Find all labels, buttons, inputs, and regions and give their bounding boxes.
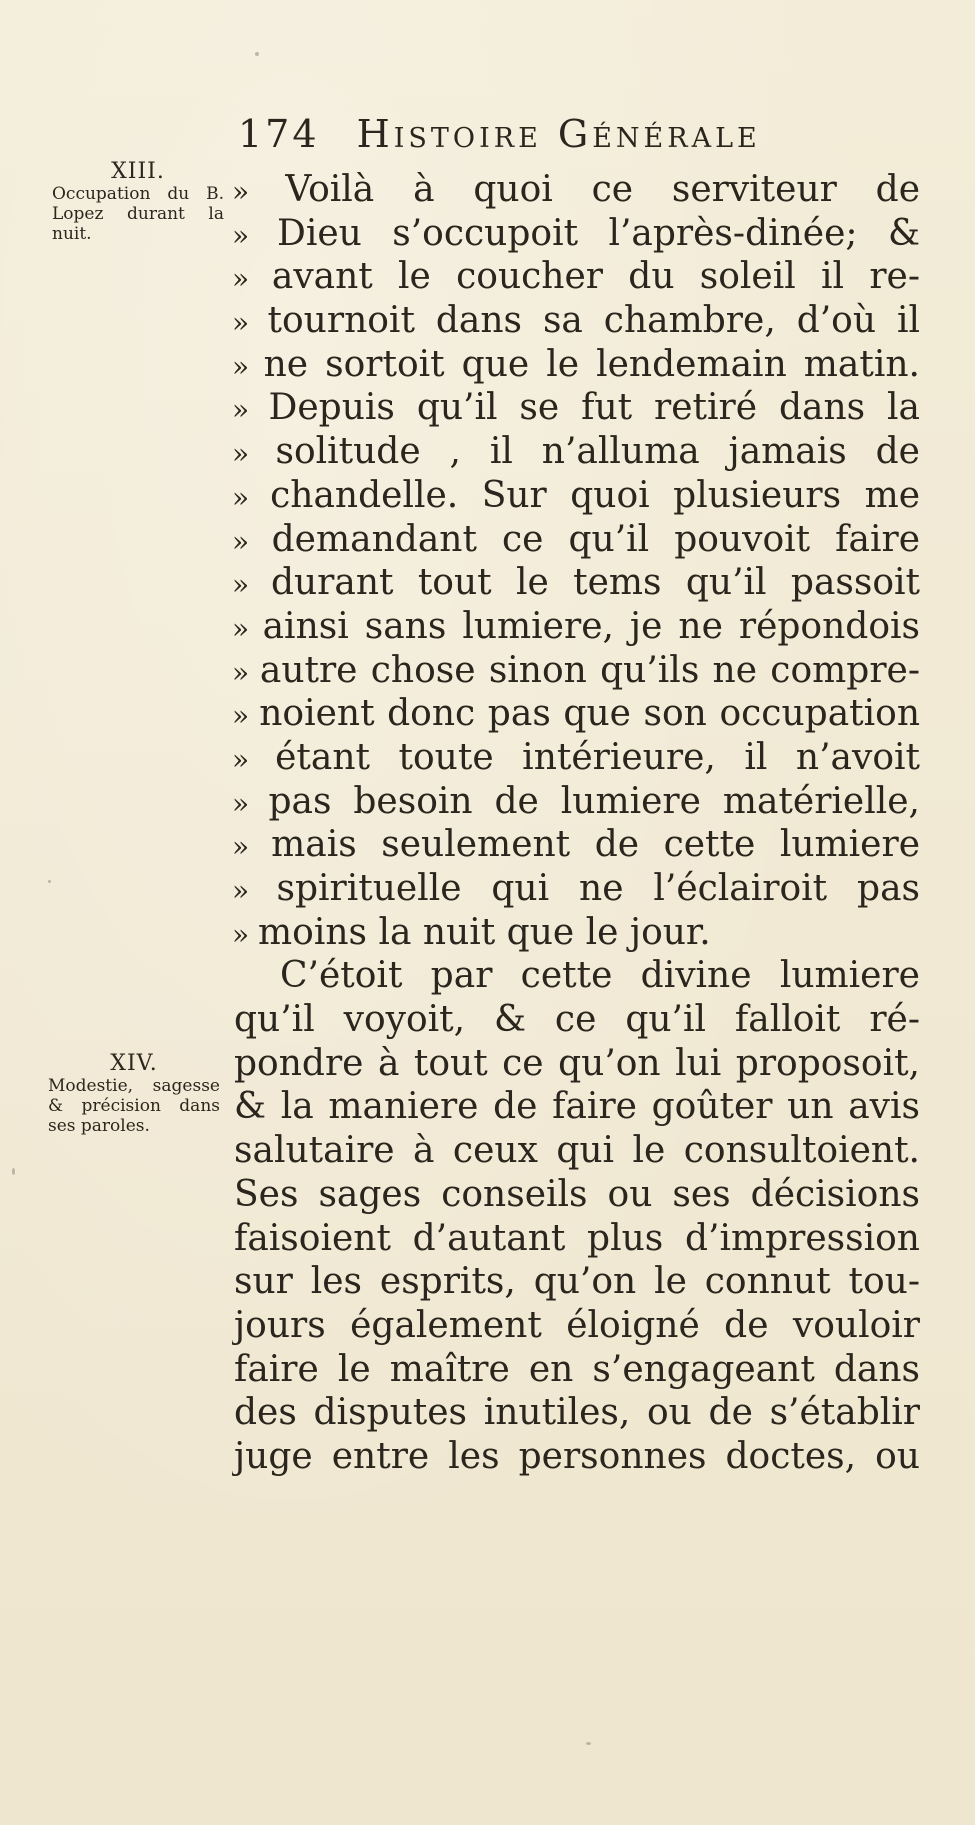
text-line: » étant toute intérieure, il n’avoit <box>232 736 920 780</box>
text-line: » demandant ce qu’il pouvoit faire <box>232 518 920 562</box>
text-line: » pas besoin de lumiere matérielle, <box>232 780 920 824</box>
margin-note-text: Modestie, sagesse & précision dans ses paroles. <box>48 1076 220 1136</box>
text-line: pondre à tout ce qu’on lui proposoit, <box>234 1042 920 1084</box>
text-line: » mais seulement de cette lumiere <box>232 823 920 867</box>
text-line: » Dieu s’occupoit l’après-dinée; & <box>232 212 920 256</box>
margin-note-xiii <box>52 160 224 244</box>
text-line: juge entre les personnes doctes, ou <box>234 1435 920 1477</box>
text-line: faisoient d’autant plus d’impression <box>234 1217 920 1259</box>
text-line: C’étoit par cette divine lumiere <box>280 955 920 997</box>
paper-speck <box>48 880 51 883</box>
paper-speck <box>586 1742 591 1745</box>
page-header <box>238 112 918 164</box>
text-line: » avant le coucher du soleil il re- <box>232 255 920 299</box>
margin-note-numeral: XIV. <box>110 1051 158 1076</box>
paper-speck <box>255 52 259 56</box>
text-line: » noient donc pas que son occupation <box>232 692 920 736</box>
text-line: » chandelle. Sur quoi plusieurs me <box>232 474 920 518</box>
text-line: qu’il voyoit, & ce qu’il falloit ré- <box>234 999 920 1041</box>
text-line: » Depuis qu’il se fut retiré dans la <box>232 386 920 430</box>
body-text <box>232 168 920 1479</box>
text-line: » tournoit dans sa chambre, d’où il <box>232 299 920 343</box>
text-line: Ses sages conseils ou ses décisions <box>234 1173 920 1215</box>
margin-note-numeral: XIII. <box>111 159 165 184</box>
running-head: Histoire Générale <box>356 112 761 156</box>
text-line: » autre chose sinon qu’ils ne compre- <box>232 649 920 693</box>
text-line: & la maniere de faire goûter un avis <box>234 1086 920 1128</box>
margin-note-xiv <box>48 1052 220 1136</box>
text-line: sur les esprits, qu’on le connut tou- <box>234 1261 920 1303</box>
text-line: faire le maître en s’engageant dans <box>234 1348 920 1390</box>
text-line: des disputes inutiles, ou de s’établir <box>234 1392 920 1434</box>
text-line: » Voilà à quoi ce serviteur de <box>232 168 920 212</box>
margin-note-text: Occupation du B. Lopez durant la nuit. <box>52 184 224 244</box>
text-line: » ne sortoit que le lendemain matin. <box>232 343 920 387</box>
text-line: salutaire à ceux qui le consultoient. <box>234 1130 920 1172</box>
text-line: jours également éloigné de vouloir <box>234 1304 920 1346</box>
text-line: » ainsi sans lumiere, je ne répondois <box>232 605 920 649</box>
text-line: » durant tout le tems qu’il passoit <box>232 561 920 605</box>
text-line: » moins la nuit que le jour. <box>232 911 920 955</box>
paper-speck <box>12 1168 15 1175</box>
text-line: » solitude , il n’alluma jamais de <box>232 430 920 474</box>
page-number: 174 <box>238 112 320 156</box>
text-line: » spirituelle qui ne l’éclairoit pas <box>232 867 920 911</box>
